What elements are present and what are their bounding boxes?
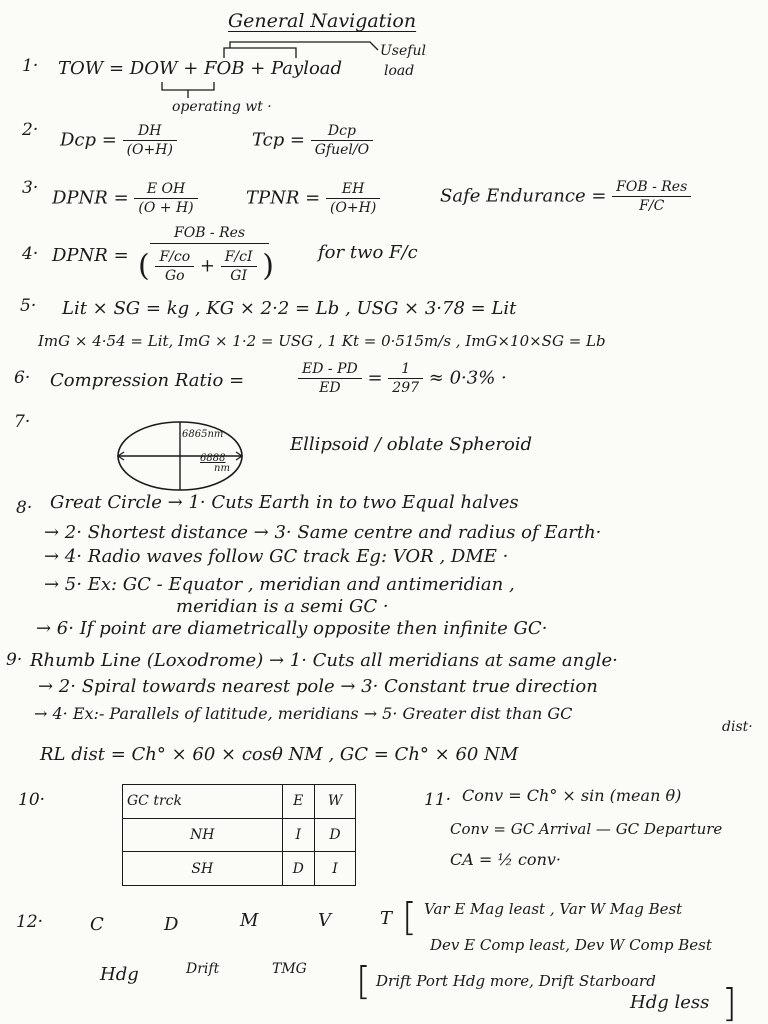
var-dev-bracket: [ (402, 895, 417, 939)
item-3-number: 3· (22, 178, 39, 198)
item-5-line-2: ImG × 4·54 = Lit, ImG × 1·2 = USG , 1 Kt = 0·515m/s , ImG×10×SG = Lb (38, 332, 606, 350)
radius-equatorial: 6865nm (182, 429, 224, 440)
item-6-number: 6· (14, 368, 31, 388)
item-9-line-2: → 2· Spiral towards nearest pole → 3· Constant true direction (38, 676, 598, 697)
item-4-top: FOB - Res (150, 226, 269, 244)
table-header-cell: GC trck (123, 785, 283, 819)
operating-wt-bracket (162, 82, 214, 98)
table-cell: NH (123, 818, 283, 852)
table-row (123, 818, 356, 852)
item-5-number: 5· (20, 296, 37, 316)
dcp-denominator: (O+H) (126, 142, 173, 158)
radius-polar: 6888 (200, 453, 226, 464)
letter-t: T (380, 908, 393, 929)
tpnr-numerator: EH (326, 182, 380, 199)
ellipsoid-label: Ellipsoid / oblate Spheroid (290, 434, 533, 455)
payload-bracket (224, 48, 296, 58)
drift-bracket-close: ] (722, 981, 737, 1024)
safe-endurance-lhs: Safe Endurance = (440, 185, 607, 207)
safe-endurance-numerator: FOB - Res (612, 180, 691, 197)
item-6-lhs: Compression Ratio = (50, 370, 245, 391)
item-8-line-2: → 2· Shortest distance → 3· Same centre and radius of Earth· (44, 522, 602, 543)
item-1-useful: Useful (380, 43, 426, 59)
approx-value: ≈ 0·3% · (428, 367, 507, 389)
plus-sign: + (199, 255, 215, 277)
dcp-lhs: Dcp = (60, 129, 117, 151)
hdg-label: Hdg (100, 964, 139, 985)
table-cell: D (315, 818, 356, 852)
item-4-number: 4· (22, 244, 39, 264)
item-10-number: 10· (18, 790, 46, 810)
table-row (123, 852, 356, 886)
dpnr-denominator: (O + H) (138, 200, 194, 216)
item-11-line-1: Conv = Ch° × sin (mean θ) (462, 786, 682, 805)
item-12-number: 12· (16, 912, 44, 932)
dcp-numerator: DH (123, 124, 177, 141)
item-9-line-3: → 4· Ex:- Parallels of latitude, meridians → 5· Greater dist than GC (34, 704, 573, 723)
variation-note: Var E Mag least , Var W Mag Best (424, 900, 683, 918)
compression-numerator: ED - PD (298, 362, 362, 379)
drift-note-2: Hdg less (630, 992, 710, 1013)
drift-bracket-open: [ (356, 959, 371, 1003)
item-4-note: for two F/c (318, 242, 418, 263)
item-1-number: 1· (22, 56, 39, 76)
item-8-line-1: Great Circle → 1· Cuts Earth in to two Equal halves (50, 492, 519, 513)
item-1-operating-wt: operating wt · (172, 99, 272, 115)
item-9-number: 9· (6, 650, 23, 670)
tcp-denominator: Gfuel/O (314, 142, 370, 158)
item-11-number: 11· (424, 790, 452, 810)
item-4-denominator: ( $\frac{F/co}{Go}$ + $\frac{F/cI}{GI}$ ) (138, 248, 274, 284)
letter-m: M (240, 910, 259, 931)
item-1-formula: TOW = DOW + FOB + Payload (58, 58, 343, 79)
gc-track-table (122, 784, 356, 886)
letter-c: C (90, 914, 104, 935)
dpnr-lhs: DPNR = (52, 187, 129, 209)
page-title: General Navigation (228, 10, 417, 32)
compression-denominator: ED (319, 380, 341, 396)
item-11-line-2: Conv = GC Arrival — GC Departure (450, 820, 723, 838)
tcp-lhs: Tcp = (252, 129, 306, 151)
letter-d: D (164, 914, 179, 935)
item-11-line-3: CA = ½ conv· (450, 850, 561, 869)
radius-polar-unit: nm (214, 463, 230, 474)
297-denominator: 297 (392, 380, 420, 396)
one-numerator: 1 (388, 362, 423, 379)
item-8-number: 8· (16, 498, 33, 518)
table-header-cell: W (315, 785, 356, 819)
item-8-line-6: → 6· If point are diametrically opposite then infinite GC· (36, 618, 548, 639)
f2-denominator: GI (230, 268, 247, 284)
tpnr-denominator: (O+H) (329, 200, 377, 216)
item-8-line-5: meridian is a semi GC · (176, 596, 389, 617)
f1-denominator: Go (164, 268, 185, 284)
item-4-lhs: DPNR = (52, 245, 129, 266)
tcp-numerator: Dcp (311, 124, 373, 141)
item-7-number: 7· (14, 412, 31, 432)
item-9-line-3b: dist· (722, 719, 753, 735)
f2-numerator: F/cI (221, 250, 257, 267)
item-1-load: load (384, 63, 415, 79)
item-9-line-4: RL dist = Ch° × 60 × cosθ NM , GC = Ch° × 60 NM (40, 744, 519, 765)
dpnr-numerator: E OH (134, 182, 197, 199)
table-header-cell: E (282, 785, 315, 819)
table-header-row (123, 785, 356, 819)
item-8-line-4: → 5· Ex: GC - Equator , meridian and antimeridian , (44, 574, 515, 595)
table-cell: I (282, 818, 315, 852)
item-8-line-3: → 4· Radio waves follow GC track Eg: VOR , DME · (44, 546, 509, 567)
tpnr-lhs: TPNR = (246, 187, 321, 209)
safe-endurance-denominator: F/C (639, 198, 665, 214)
letter-v: V (318, 910, 331, 931)
item-9-line-1: Rhumb Line (Loxodrome) → 1· Cuts all meridians at same angle· (30, 650, 618, 671)
equals-sign: = (367, 367, 383, 389)
drift-note-1: Drift Port Hdg more, Drift Starboard (376, 972, 656, 990)
item-5-line-1: Lit × SG = kg , KG × 2·2 = Lb , USG × 3·78 = Lit (62, 298, 517, 319)
table-cell: D (282, 852, 315, 886)
drift-label: Drift (186, 961, 220, 977)
table-cell: SH (123, 852, 283, 886)
f1-numerator: F/co (155, 250, 194, 267)
table-cell: I (315, 852, 356, 886)
tmg-label: TMG (272, 961, 307, 977)
useful-load-arrow (230, 42, 378, 50)
item-2-number: 2· (22, 120, 39, 140)
deviation-note: Dev E Comp least, Dev W Comp Best (430, 936, 712, 954)
